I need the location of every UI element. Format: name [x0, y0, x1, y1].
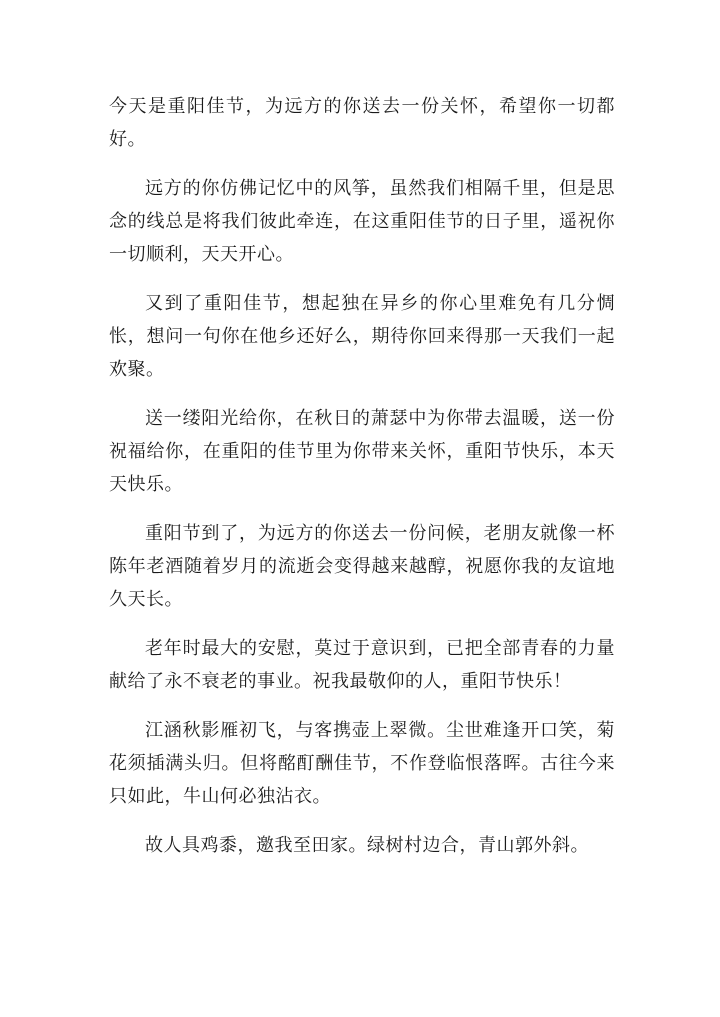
paragraph-2: 远方的你仿佛记忆中的风筝，虽然我们相隔千里，但是思念的线总是将我们彼此牵连，在这重阳佳节的日子里，遥祝你一切顺利，天天开心。: [109, 178, 615, 265]
paragraph-5: 重阳节到了，为远方的你送去一份问候，老朋友就像一杯陈年老酒随着岁月的流逝会变得越来越醇，祝愿你我的友谊地久天长。: [109, 523, 615, 610]
document-body: [109, 90, 615, 878]
paragraph-3: 又到了重阳佳节，想起独在异乡的你心里难免有几分惆怅，想问一句你在他乡还好么，期待你回来得那一天我们一起欢聚。: [109, 293, 615, 380]
paragraph-8: 故人具鸡黍，邀我至田家。绿树村边合，青山郭外斜。: [145, 835, 589, 856]
paragraph-4: 送一缕阳光给你，在秋日的萧瑟中为你带去温暖，送一份祝福给你，在重阳的佳节里为你带来关怀，重阳节快乐，本天天快乐。: [109, 408, 615, 495]
paragraph-6: 老年时最大的安慰，莫过于意识到，已把全部青春的力量献给了永不衰老的事业。祝我最敬仰的人，重阳节快乐！: [109, 638, 615, 692]
paragraph-1: 今天是重阳佳节，为远方的你送去一份关怀，希望你一切都好。: [109, 96, 615, 150]
paragraph-7: 江涵秋影雁初飞，与客携壶上翠微。尘世难逢开口笑，菊花须插满头归。但将酩酊酬佳节，不作登临恨落晖。古往今来只如此，牛山何必独沾衣。: [109, 720, 615, 807]
